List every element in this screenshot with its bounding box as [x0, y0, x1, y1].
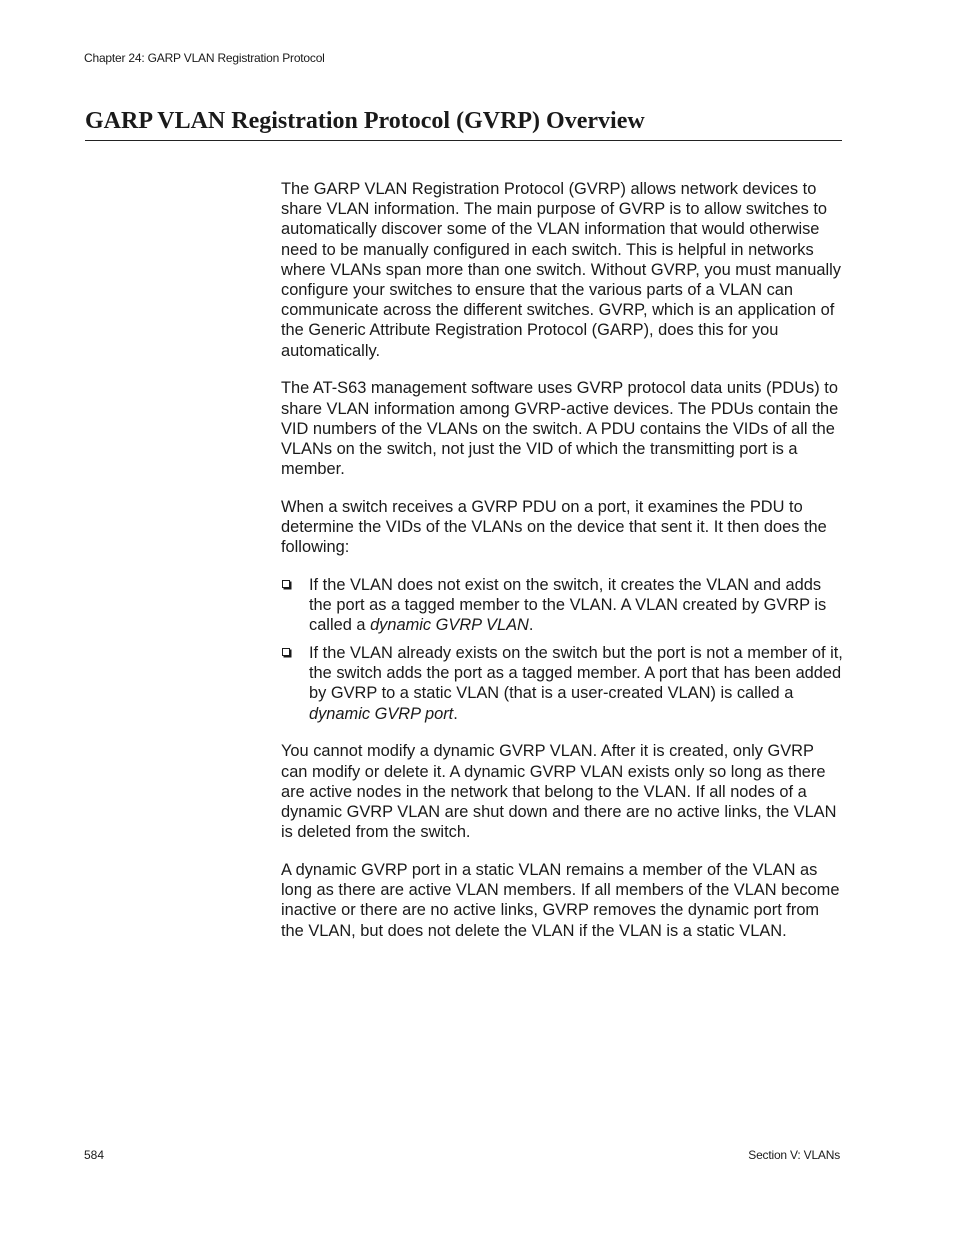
section-label: Section V: VLANs [748, 1148, 840, 1162]
bullet-text: If the VLAN does not exist on the switch, it creates the VLAN and adds the port as a tagged member to the VLAN. A VLAN created by GVRP is called a [309, 575, 827, 635]
bullet-end: . [453, 704, 458, 723]
running-header: Chapter 24: GARP VLAN Registration Protocol [84, 51, 325, 65]
paragraph-pdu-description: The AT-S63 management software uses GVRP protocol data units (PDUs) to share VLAN information among GVRP-active devices. The PDUs contain the VID numbers of the VLANs on the switch. A PDU contains the VIDs of all the VLANs on the switch, not just the VID of which the transmitting port is a member. [281, 379, 839, 479]
body-text [281, 179, 843, 958]
bullet-emphasis: dynamic GVRP VLAN [370, 616, 529, 635]
page-number: 584 [84, 1148, 105, 1162]
list-item [281, 643, 843, 724]
square-bullet-icon [282, 648, 290, 656]
square-bullet-icon [282, 580, 290, 588]
paragraph-dynamic-vlan: You cannot modify a dynamic GVRP VLAN. After it is created, only GVRP can modify or delete it. A dynamic GVRP VLAN exists only so long as there are active nodes in the network that belong to the VLAN. If all nodes of a dynamic GVRP VLAN are shut down and there are no active links, the VLAN is deleted from the switch. [281, 742, 837, 842]
paragraph-gvrp-intro: The GARP VLAN Registration Protocol (GVRP) allows network devices to share VLAN information. The main purpose of GVRP is to allow switches to automatically discover some of the VLAN information that would otherwise need to be manually configured in each switch. This is helpful in networks where VLANs span more than one switch. Without GVRP, you must manually configure your switches to ensure that the various parts of a VLAN can communicate across the different switches. GVRP, which is an application of the Generic Attribute Registration Protocol (GARP), does this for you automatically. [281, 180, 841, 360]
bullet-text: If the VLAN already exists on the switch but the port is not a member of it, the switch adds the port as a tagged member. A port that has been added by GVRP to a static VLAN (that is a user-created VLAN) is called a [309, 644, 843, 703]
bullet-emphasis: dynamic GVRP port [309, 704, 454, 723]
paragraph-dynamic-port: A dynamic GVRP port in a static VLAN remains a member of the VLAN as long as there are active VLAN members. If all members of the VLAN become inactive or there are no active links, GVRP removes the dynamic port from the VLAN, but does not delete the VLAN if the VLAN is a static VLAN. [281, 860, 840, 940]
page-title: GARP VLAN Registration Protocol (GVRP) Overview [85, 106, 842, 141]
bullet-end: . [528, 616, 534, 635]
bullet-list [281, 575, 843, 724]
paragraph-switch-receives: When a switch receives a GVRP PDU on a port, it examines the PDU to determine the VIDs of the VLANs on the device that sent it. It then does the following: [281, 497, 827, 557]
list-item [281, 575, 843, 636]
